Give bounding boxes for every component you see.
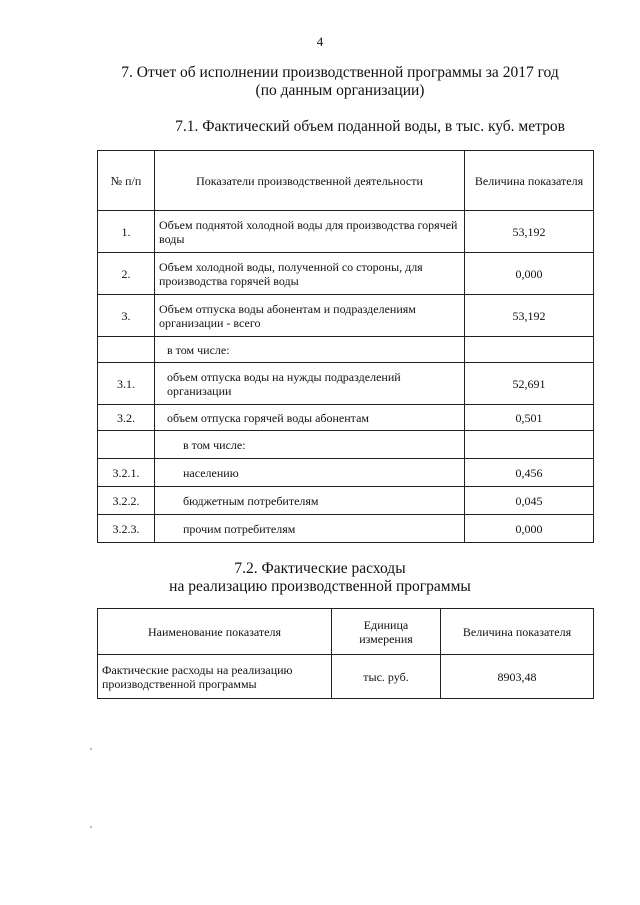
table-row xyxy=(98,459,594,487)
row-unit: тыс. руб. xyxy=(332,655,441,699)
row-num: 3.2. xyxy=(98,405,155,431)
row-label: населению xyxy=(155,459,465,487)
expenses-table xyxy=(97,608,594,699)
row-value: 0,000 xyxy=(465,515,594,543)
report-heading-line1: 7. Отчет об исполнении производственной программы за 2017 год xyxy=(121,64,559,81)
row-num: 2. xyxy=(98,253,155,295)
table-row xyxy=(98,487,594,515)
row-label: в том числе: xyxy=(155,337,465,363)
row-num xyxy=(98,337,155,363)
scan-speck xyxy=(90,826,92,828)
table-row xyxy=(98,405,594,431)
row-value: 52,691 xyxy=(465,363,594,405)
row-value xyxy=(465,337,594,363)
row-label: прочим потребителям xyxy=(155,515,465,543)
section2-title-line1: 7.2. Фактические расходы xyxy=(234,560,406,577)
scan-speck xyxy=(90,748,92,750)
row-value: 8903,48 xyxy=(441,655,594,699)
col-header-value: Величина показателя xyxy=(441,609,594,655)
table-row xyxy=(98,431,594,459)
row-value: 53,192 xyxy=(465,211,594,253)
row-value: 0,501 xyxy=(465,405,594,431)
table-row xyxy=(98,515,594,543)
row-label: объем отпуска воды на нужды подразделений организации xyxy=(155,363,465,405)
water-volume-table xyxy=(97,150,594,543)
table-row xyxy=(98,363,594,405)
section2-title xyxy=(0,560,640,596)
row-value: 0,000 xyxy=(465,253,594,295)
col-header-unit: Единица измерения xyxy=(332,609,441,655)
col-header-num: № п/п xyxy=(98,151,155,211)
row-num: 3.1. xyxy=(98,363,155,405)
row-num: 3.2.3. xyxy=(98,515,155,543)
section2-title-line2: на реализацию производственной программы xyxy=(169,578,471,595)
page-number: 4 xyxy=(316,34,324,49)
row-value: 0,045 xyxy=(465,487,594,515)
row-label: бюджетным потребителям xyxy=(155,487,465,515)
col-header-value: Величина показателя xyxy=(465,151,594,211)
row-label: Объем холодной воды, полученной со стороны, для производства горячей воды xyxy=(155,253,465,295)
table-row xyxy=(98,295,594,337)
col-header-indicator: Показатели производственной деятельности xyxy=(155,151,465,211)
table-row xyxy=(98,211,594,253)
row-label: Фактические расходы на реализацию производственной программы xyxy=(98,655,332,699)
row-value: 0,456 xyxy=(465,459,594,487)
table-header-row xyxy=(98,609,594,655)
report-heading xyxy=(90,64,590,100)
row-label: объем отпуска горячей воды абонентам xyxy=(155,405,465,431)
row-num: 3.2.1. xyxy=(98,459,155,487)
row-value xyxy=(465,431,594,459)
section1-title: 7.1. Фактический объем поданной воды, в тыс. куб. метров xyxy=(175,118,565,135)
row-num: 3. xyxy=(98,295,155,337)
row-value: 53,192 xyxy=(465,295,594,337)
report-heading-line2: (по данным организации) xyxy=(255,82,425,99)
row-label: в том числе: xyxy=(155,431,465,459)
table-row xyxy=(98,253,594,295)
row-label: Объем отпуска воды абонентам и подразделениям организации - всего xyxy=(155,295,465,337)
table-row xyxy=(98,655,594,699)
table-row xyxy=(98,337,594,363)
row-num: 3.2.2. xyxy=(98,487,155,515)
row-num: 1. xyxy=(98,211,155,253)
table-header-row xyxy=(98,151,594,211)
col-header-name: Наименование показателя xyxy=(98,609,332,655)
row-label: Объем поднятой холодной воды для производства горячей воды xyxy=(155,211,465,253)
row-num xyxy=(98,431,155,459)
